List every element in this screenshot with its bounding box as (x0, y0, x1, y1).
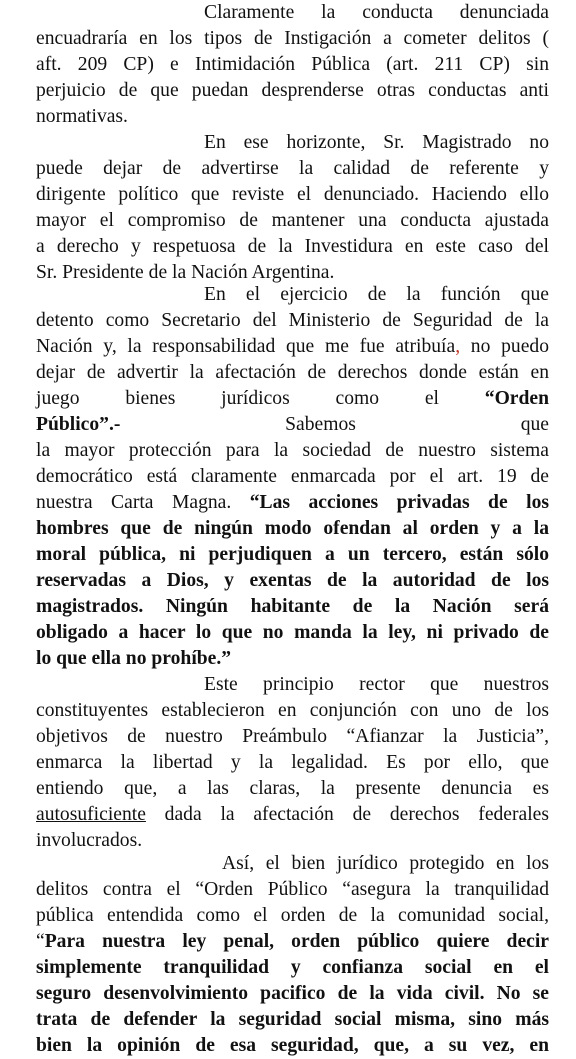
text-run: En ese horizonte, Sr. Magistrado no (204, 132, 549, 153)
bold-text: hombres que de ningún modo ofendan al orden y a la (36, 518, 549, 539)
text-run: encuadraría en los tipos de Instigación a cometer delitos ( (36, 28, 549, 49)
text-run: Claramente la conducta denunciada (204, 2, 549, 23)
bold-text: bien la opinión de esa seguridad, que, a su vez, en (36, 1035, 549, 1056)
text-line (36, 568, 549, 594)
text-line (36, 981, 549, 1007)
text-line (36, 360, 549, 386)
text-run: delitos contra el “Orden Público “asegura la tranquilidad (36, 879, 549, 900)
text-line (36, 0, 549, 26)
text-line (36, 724, 549, 750)
text-line (36, 903, 549, 929)
text-run: “ (36, 931, 45, 952)
text-run: nuestra Carta Magna. (36, 492, 250, 513)
text-line (36, 802, 549, 828)
text-line (36, 620, 549, 646)
bold-text: simplemente tranquilidad y confianza social en el (36, 957, 549, 978)
text-line (36, 516, 549, 542)
text-line (36, 386, 549, 412)
text-line (36, 542, 549, 568)
text-line (36, 750, 549, 776)
bold-text: Para nuestra ley penal, orden público quiere decir (44, 931, 549, 952)
text-line (36, 52, 549, 78)
text-line (36, 334, 549, 360)
text-run: constituyentes establecieron en conjunción con uno de los (36, 700, 549, 721)
text-run: detento como Secretario del Ministerio de Seguridad de la (36, 310, 549, 331)
bold-text: seguro desenvolvimiento pacifico de la vida civil. No se (36, 983, 549, 1004)
text-line (36, 282, 549, 308)
text-line (36, 955, 549, 981)
text-line (36, 412, 549, 438)
bold-text: trata de defender la seguridad social misma, sino más (36, 1009, 549, 1030)
text-run: involucrados. (36, 830, 143, 851)
text-line (36, 104, 549, 130)
text-line (36, 130, 549, 156)
text-run: entiendo que, a las claras, la presente denuncia es (36, 778, 549, 799)
text-line (36, 672, 549, 698)
bold-text: obligado a hacer lo que no manda la ley, ni privado de (36, 622, 549, 643)
text-line (36, 698, 549, 724)
text-run: Este principio rector que nuestros (204, 674, 549, 695)
text-line (36, 208, 549, 234)
text-run: enmarca la libertad y la legalidad. Es por ello, que (36, 752, 549, 773)
bold-text: “Las acciones privadas de los (249, 492, 549, 513)
bold-text: lo que ella no prohíbe.” (36, 648, 232, 669)
bold-text: magistrados. Ningún habitante de la Nación será (36, 596, 549, 617)
text-run: Así, el bien jurídico protegido en los (222, 853, 549, 874)
red-mark: , (455, 336, 461, 357)
text-run: dejar de advertir la afectación de derechos donde están en (36, 362, 549, 383)
text-run: democrático está claramente enmarcada por el art. 19 de (36, 466, 549, 487)
text-line (36, 1033, 549, 1059)
text-run: Sr. Presidente de la Nación Argentina. (36, 262, 335, 283)
text-run: puede dejar de advertirse la calidad de referente y (36, 158, 549, 179)
text-line (36, 646, 549, 672)
bold-text: “Orden (484, 388, 549, 409)
text-run: no puedo (460, 336, 549, 357)
text-run: objetivos de nuestro Preámbulo “Afianzar la Justicia”, (36, 726, 549, 747)
text-run: Nación y, la responsabilidad que me fue atribuía (36, 336, 456, 357)
text-run: perjuicio de que puedan desprenderse otras conductas anti (36, 80, 549, 101)
text-line (36, 182, 549, 208)
text-run: dirigente político que reviste el denunciado. Haciendo ello (36, 184, 549, 205)
text-line (36, 594, 549, 620)
text-line (36, 490, 549, 516)
bold-text: Público”.- (36, 414, 121, 435)
text-line (36, 438, 549, 464)
text-line (36, 26, 549, 52)
bold-text: reservadas a Dios, y exentas de la autoridad de los (36, 570, 549, 591)
text-line (36, 464, 549, 490)
text-run: Sabemos que (120, 414, 549, 435)
text-run: juego bienes jurídicos como el (36, 388, 485, 409)
text-line (36, 1007, 549, 1033)
text-line (36, 78, 549, 104)
text-line (36, 851, 549, 877)
text-line (36, 234, 549, 260)
text-line (36, 877, 549, 903)
text-line (36, 156, 549, 182)
underlined-text: autosuficiente (36, 804, 146, 825)
text-run: aft. 209 CP) e Intimidación Pública (art. 211 CP) sin (36, 54, 549, 75)
text-run: a derecho y respetuosa de la Investidura en este caso del (36, 236, 549, 257)
text-run: pública entendida como el orden de la comunidad social, (36, 905, 549, 926)
text-line (36, 929, 549, 955)
bold-text: moral pública, ni perjudiquen a un tercero, están sólo (36, 544, 549, 565)
text-line (36, 776, 549, 802)
text-run: normativas. (36, 106, 128, 127)
text-line (36, 308, 549, 334)
text-run: dada la afectación de derechos federales (145, 804, 549, 825)
text-run: En el ejercicio de la función que (204, 284, 549, 305)
text-run: mayor el compromiso de mantener una conducta ajustada (36, 210, 549, 231)
text-run: la mayor protección para la sociedad de nuestro sistema (36, 440, 549, 461)
